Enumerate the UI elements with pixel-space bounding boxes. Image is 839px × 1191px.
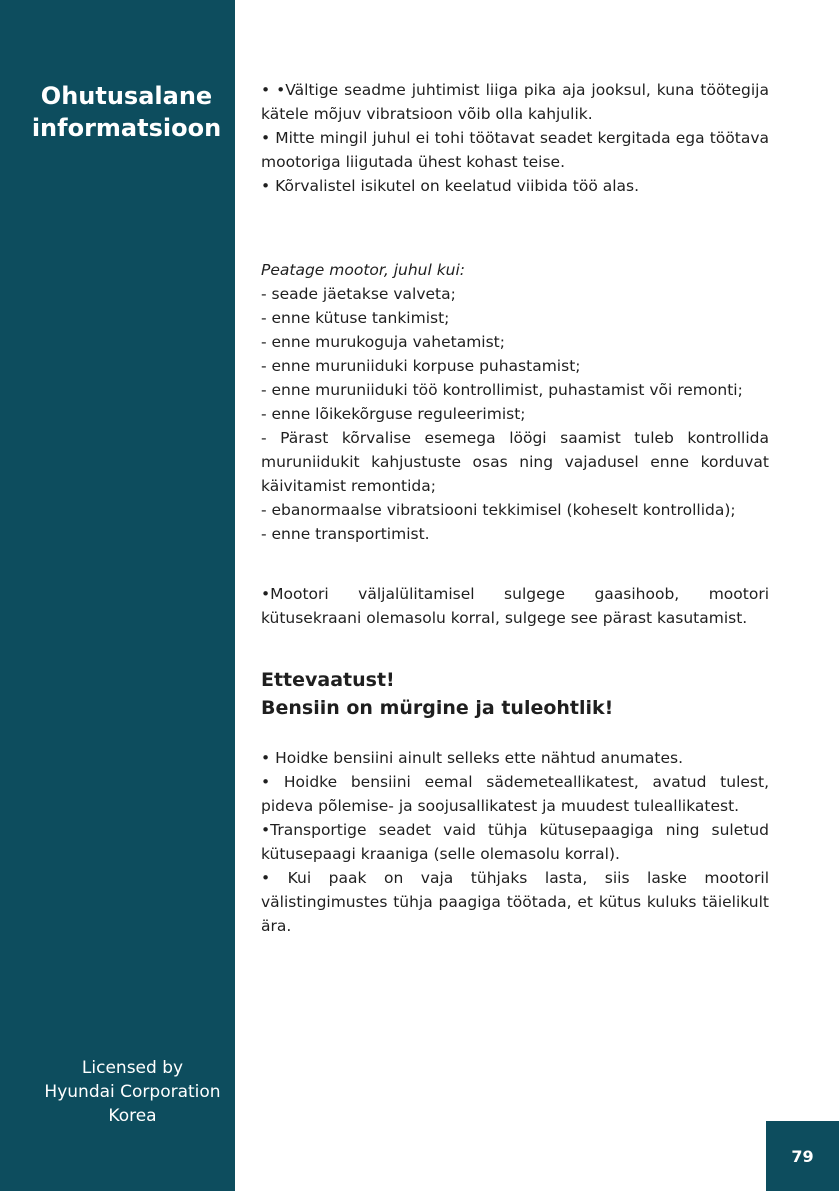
list-item: - enne transportimist. xyxy=(261,525,430,543)
license-line2: Hyundai Corporation xyxy=(44,1082,221,1102)
bullet-item: • Kui paak on vaja tühjaks lasta, siis laske mootoril välistingimustes tühja paagiga töötada, et kütus kuluks täielikult ära. xyxy=(261,869,769,935)
bullet-item: • •Vältige seadme juhtimist liiga pika aja jooksul, kuna töötegija kätele mõjuv vibratsioon võib olla kahjulik. xyxy=(261,81,769,123)
warning-subtitle: Bensiin on mürgine ja tuleohtlik! xyxy=(261,697,614,719)
list-item: - enne lõikekõrguse reguleerimist; xyxy=(261,405,526,423)
bullet-item: •Transportige seadet vaid tühja kütusepaagiga ning suletud kütusepaagi kraaniga (selle olemasolu korral). xyxy=(261,821,769,863)
list-item: - seade jäetakse valveta; xyxy=(261,285,456,303)
list-item: - enne muruniiduki töö kontrollimist, puhastamist või remonti; xyxy=(261,381,743,399)
list-item: - enne muruniiduki korpuse puhastamist; xyxy=(261,357,581,375)
list-item: - ebanormaalse vibratsiooni tekkimisel (koheselt kontrollida); xyxy=(261,501,736,519)
bullet-item: • Kõrvalistel isikutel on keelatud viibida töö alas. xyxy=(261,177,640,195)
list-item: - Pärast kõrvalise esemega löögi saamist tuleb kontrollida muruniidukit kahjustuste osas ning vajadusel enne korduvat käivitamist remontida; xyxy=(261,429,769,495)
license-line3: Korea xyxy=(108,1106,157,1126)
list-item: - enne kütuse tankimist; xyxy=(261,309,450,327)
bullet-item: • Hoidke bensiini eemal sädemeteallikatest, avatud tulest, pideva põlemise- ja soojusallikatest ja muudest tuleallikatest. xyxy=(261,773,769,815)
license-line1: Licensed by xyxy=(81,1058,184,1078)
license-text xyxy=(0,1056,265,1128)
main-content xyxy=(261,78,769,938)
warning-title: Ettevaatust! xyxy=(261,669,395,691)
page-number: 79 xyxy=(766,1121,839,1191)
section-title-line2: informatsioon xyxy=(31,114,222,142)
bullet-item: • Hoidke bensiini ainult selleks ette nähtud anumates. xyxy=(261,749,684,767)
sidebar xyxy=(0,0,235,1191)
shutdown-note: •Mootori väljalülitamisel sulgege gaasihoob, mootori kütusekraani olemasolu korral, sulgege see pärast kasutamist. xyxy=(261,585,769,627)
section-title xyxy=(0,80,253,144)
list-item: - enne murukoguja vahetamist; xyxy=(261,333,505,351)
bullet-item: • Mitte mingil juhul ei tohi töötavat seadet kergitada ega töötava mootoriga liigutada ühest kohast teise. xyxy=(261,129,769,171)
section-title-line1: Ohutusalane xyxy=(40,82,213,110)
stop-heading: Peatage mootor, juhul kui: xyxy=(261,261,466,279)
